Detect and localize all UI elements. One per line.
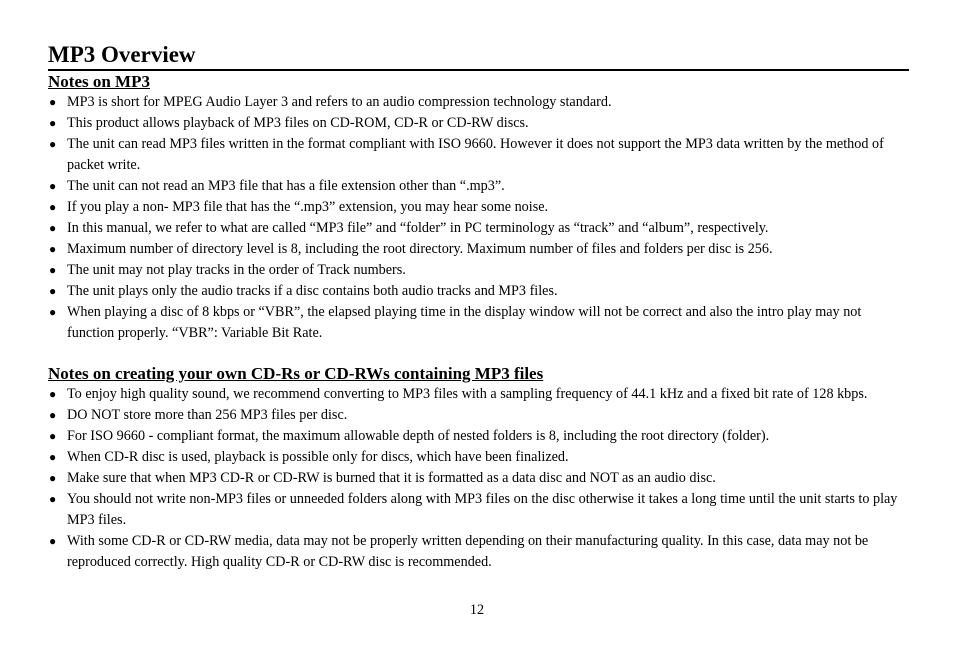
bullet-icon: ● xyxy=(49,492,57,506)
list-item xyxy=(48,468,909,489)
bullet-icon: ● xyxy=(49,95,57,109)
bullet-icon: ● xyxy=(49,450,57,464)
list-item-text: You should not write non-MP3 files or unneeded folders along with MP3 files on the disc otherwise it takes a long time until the unit starts to play MP3 files. xyxy=(67,491,898,528)
list-item-text: For ISO 9660 - compliant format, the maximum allowable depth of nested folders is 8, including the root directory (folder). xyxy=(67,428,770,444)
list-item xyxy=(48,92,909,113)
list-item xyxy=(48,176,909,197)
section-heading: Notes on MP3 xyxy=(48,72,150,91)
list-item-text: DO NOT store more than 256 MP3 files per disc. xyxy=(67,407,348,423)
bullet-icon: ● xyxy=(49,263,57,277)
bullet-icon: ● xyxy=(49,137,57,151)
section-heading: Notes on creating your own CD-Rs or CD-RWs containing MP3 files xyxy=(48,364,544,383)
bullet-icon: ● xyxy=(49,387,57,401)
bullet-icon: ● xyxy=(49,242,57,256)
bullet-icon: ● xyxy=(49,284,57,298)
list-item-text: The unit can not read an MP3 file that has a file extension other than “.mp3”. xyxy=(67,178,505,194)
list-item xyxy=(48,531,909,573)
list-item-text: If you play a non- MP3 file that has the “.mp3” extension, you may hear some noise. xyxy=(67,199,549,215)
list-item-text: This product allows playback of MP3 files on CD-ROM, CD-R or CD-RW discs. xyxy=(67,115,529,131)
bullet-list xyxy=(48,92,909,344)
list-item xyxy=(48,134,909,176)
list-item-text: Maximum number of directory level is 8, including the root directory. Maximum number of files and folders per disc is 256. xyxy=(67,241,773,257)
section-notes-on-mp3 xyxy=(48,71,909,344)
list-item-text: The unit may not play tracks in the order of Track numbers. xyxy=(67,262,406,278)
list-item xyxy=(48,239,909,260)
section-notes-on-creating-cds xyxy=(48,363,909,573)
list-item xyxy=(48,281,909,302)
list-item xyxy=(48,113,909,134)
list-item xyxy=(48,426,909,447)
list-item-text: The unit can read MP3 files written in the format compliant with ISO 9660. However it does not support the MP3 data written by the method of packet write. xyxy=(67,136,884,173)
document-page xyxy=(48,41,909,573)
list-item-text: The unit plays only the audio tracks if a disc contains both audio tracks and MP3 files. xyxy=(67,283,558,299)
list-item xyxy=(48,302,909,344)
section-spacer xyxy=(48,344,909,363)
list-item-text: When playing a disc of 8 kbps or “VBR”, the elapsed playing time in the display window will not be correct and also the intro play may not function properly. “VBR”: Variable Bit Rate. xyxy=(67,304,862,341)
page-title: MP3 Overview xyxy=(48,41,909,71)
list-item xyxy=(48,489,909,531)
list-item xyxy=(48,405,909,426)
bullet-icon: ● xyxy=(49,221,57,235)
bullet-icon: ● xyxy=(49,408,57,422)
bullet-list xyxy=(48,384,909,573)
list-item-text: Make sure that when MP3 CD-R or CD-RW is burned that it is formatted as a data disc and NOT as an audio disc. xyxy=(67,470,716,486)
list-item xyxy=(48,197,909,218)
bullet-icon: ● xyxy=(49,200,57,214)
list-item-text: With some CD-R or CD-RW media, data may not be properly written depending on their manufacturing quality. In this case, data may not be reproduced correctly. High quality CD-R or CD-RW disc is recommended. xyxy=(67,533,869,570)
list-item-text: In this manual, we refer to what are called “MP3 file” and “folder” in PC terminology as “track” and “album”, respectively. xyxy=(67,220,769,236)
list-item-text: MP3 is short for MPEG Audio Layer 3 and refers to an audio compression technology standard. xyxy=(67,94,612,110)
bullet-icon: ● xyxy=(49,116,57,130)
bullet-icon: ● xyxy=(49,471,57,485)
list-item xyxy=(48,447,909,468)
list-item-text: To enjoy high quality sound, we recommend converting to MP3 files with a sampling frequency of 44.1 kHz and a fixed bit rate of 128 kbps. xyxy=(67,386,868,402)
list-item xyxy=(48,218,909,239)
page-number: 12 xyxy=(469,602,485,618)
bullet-icon: ● xyxy=(49,534,57,548)
list-item xyxy=(48,260,909,281)
list-item-text: When CD-R disc is used, playback is possible only for discs, which have been finalized. xyxy=(67,449,569,465)
list-item xyxy=(48,384,909,405)
bullet-icon: ● xyxy=(49,429,57,443)
bullet-icon: ● xyxy=(49,305,57,319)
bullet-icon: ● xyxy=(49,179,57,193)
